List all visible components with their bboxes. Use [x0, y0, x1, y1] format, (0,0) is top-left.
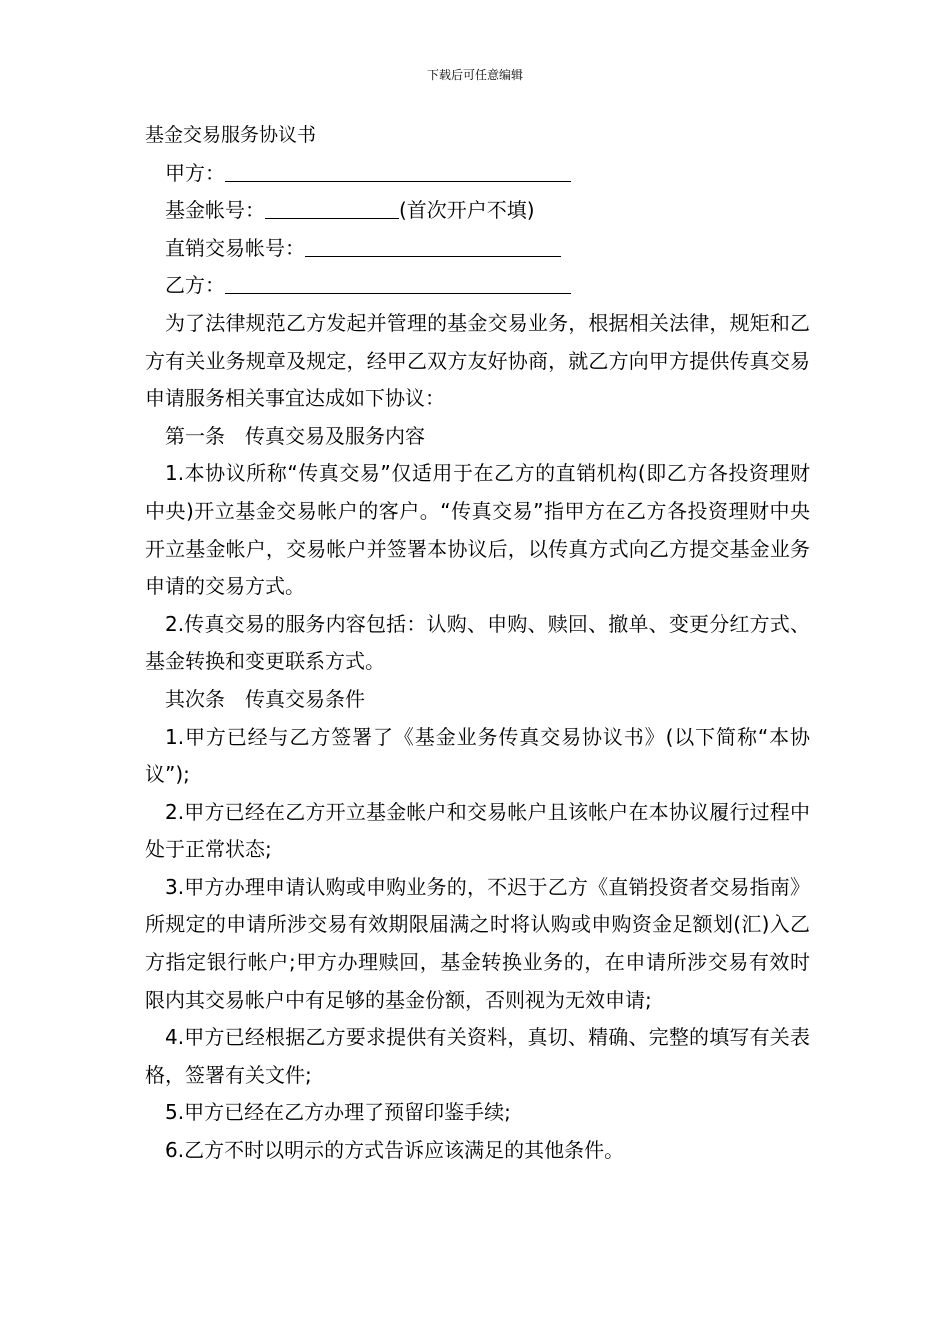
fund-account-note: (首次开户不填) — [399, 198, 535, 223]
direct-trade-account-blank[interactable] — [305, 234, 561, 257]
header-note: 下载后可任意编辑 — [426, 68, 523, 82]
party-a-blank[interactable] — [225, 159, 571, 182]
fund-account-label: 基金帐号： — [165, 198, 265, 223]
party-b-blank[interactable] — [225, 271, 571, 294]
fund-account-blank[interactable] — [265, 196, 399, 219]
party-a-label: 甲方： — [165, 160, 225, 185]
article-2-item-3: 3.甲方办理申请认购或申购业务的，不迟于乙方《直销投资者交易指南》所规定的申请所涉交易有效期限届满之时将认购或申购资金足额划(汇)入乙方指定银行帐户;甲方办理赎回，基金转换业务的，在申请所涉交易有效时限内其交易帐户中有足够的基金份额，否则视为无效申请; — [145, 874, 810, 1012]
direct-trade-account-label: 直销交易帐号： — [165, 235, 305, 260]
article-2-item-5: 5.甲方已经在乙方办理了预留印鉴手续; — [165, 1100, 511, 1125]
article-1-item-2: 2.传真交易的服务内容包括：认购、申购、赎回、撤单、变更分红方式、基金转换和变更联系方式。 — [145, 611, 810, 674]
fund-account-field — [145, 192, 810, 230]
party-b-field — [145, 267, 810, 305]
direct-trade-account-field — [145, 230, 810, 268]
article-2-item-1: 1.甲方已经与乙方签署了《基金业务传真交易协议书》(以下简称“本协议”); — [145, 724, 810, 787]
article-2-item-2: 2.甲方已经在乙方开立基金帐户和交易帐户且该帐户在本协议履行过程中处于正常状态; — [145, 799, 810, 862]
party-a-field — [145, 155, 810, 193]
article-1-item-1: 1.本协议所称“传真交易”仅适用于在乙方的直销机构(即乙方各投资理财中央)开立基金交易帐户的客户。“传真交易”指甲方在乙方各投资理财中央开立基金帐户，交易帐户并签署本协议后，以传真方式向乙方提交基金业务申请的交易方式。 — [145, 461, 810, 599]
article-1-heading: 第一条 传真交易及服务内容 — [165, 423, 425, 448]
party-b-label: 乙方： — [165, 273, 225, 298]
article-2-item-6: 6.乙方不时以明示的方式告诉应该满足的其他条件。 — [165, 1138, 625, 1163]
document-body — [145, 117, 810, 1170]
article-2-item-4: 4.甲方已经根据乙方要求提供有关资料，真切、精确、完整的填写有关表格，签署有关文件; — [145, 1025, 810, 1087]
document-title: 基金交易服务协议书 — [145, 124, 317, 146]
intro-paragraph: 为了法律规范乙方发起并管理的基金交易业务，根据相关法律，规矩和乙方有关业务规章及规定，经甲乙双方友好协商，就乙方向甲方提供传真交易申请服务相关事宜达成如下协议： — [145, 310, 810, 411]
article-2-heading: 其次条 传真交易条件 — [165, 686, 365, 711]
